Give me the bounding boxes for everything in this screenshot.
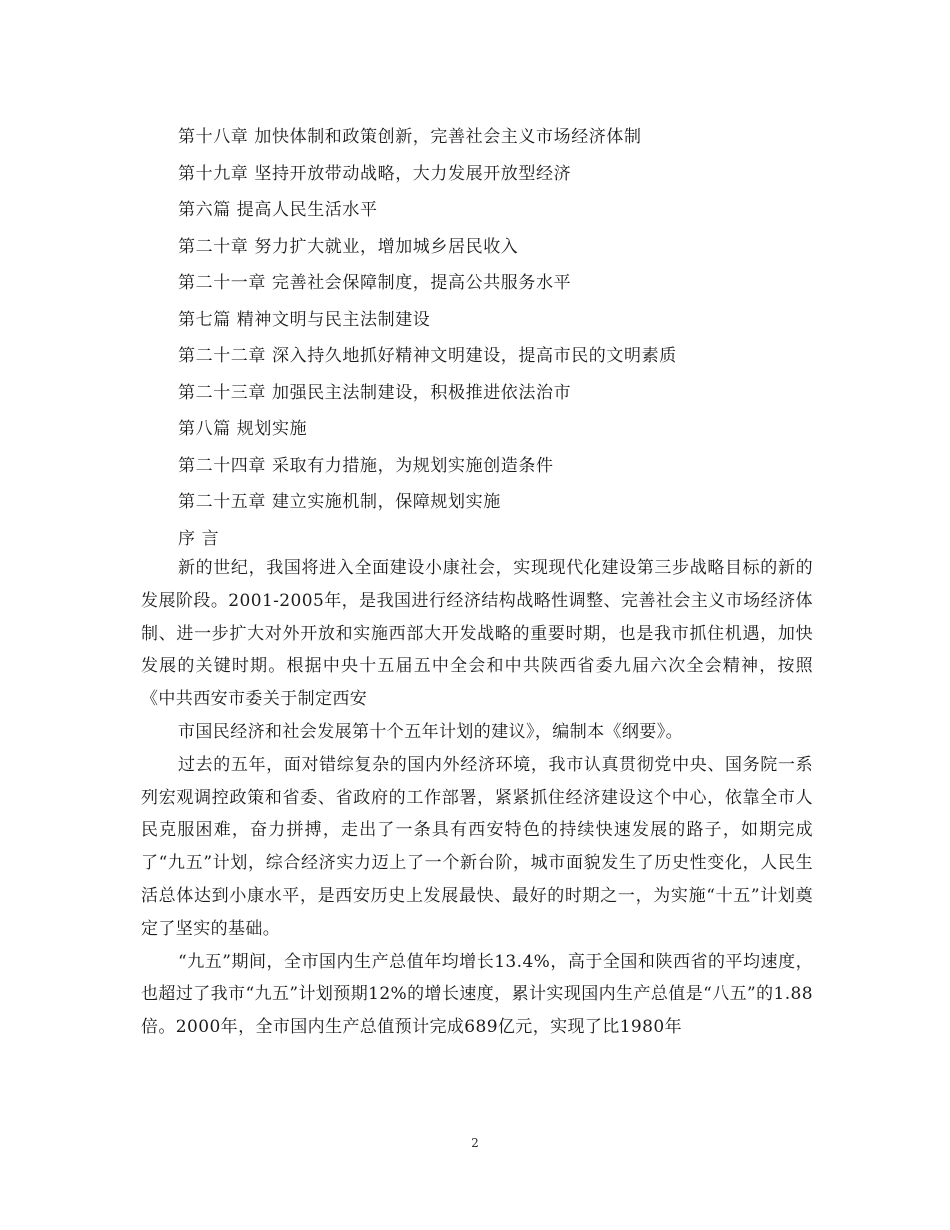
paragraph-ninth-five-year-plan: “九五”期间，全市国内生产总值年均增长13.4%，高于全国和陕西省的平均速度，也超过了我市“九五”计划预期12%的增长速度，累计实现国内生产总值是“八五”的1.88倍。2000年，全市国内生产总值预计完成689亿元，实现了比1980年	[141, 951, 813, 1038]
toc-entry-chapter-21: 第二十一章 完善社会保障制度，提高公共服务水平	[178, 273, 572, 293]
toc-entry-part-8: 第八篇 规划实施	[178, 419, 308, 439]
paragraph-intro-continued: 市国民经济和社会发展第十个五年计划的建议》，编制本《纲要》。	[178, 721, 683, 742]
paragraph-intro: 新的世纪，我国将进入全面建设小康社会，实现现代化建设第三步战略目标的新的发展阶段。2001-2005年，是我国进行经济结构战略性调整、完善社会主义市场经济体制、进一步扩大对外开放和实施西部大开发战略的重要时期，也是我市抓住机遇，加快发展的关键时期。根据中央十五届五中全会和中共陕西省委九届六次全会精神，按照《中共西安市委关于制定西安	[141, 558, 813, 710]
preface-heading: 序 言	[178, 528, 220, 549]
paragraph-past-five-years: 过去的五年，面对错综复杂的国内外经济环境，我市认真贯彻党中央、国务院一系列宏观调控政策和省委、省政府的工作部署，紧紧抓住经济建设这个中心，依靠全市人民克服困难，奋力拼搏，走出了一条具有西安特色的持续快速发展的路子，如期完成了“九五”计划，综合经济实力迈上了一个新台阶，城市面貌发生了历史性变化，人民生活总体达到小康水平，是西安历史上发展最快、最好的时期之一，为实施“十五”计划奠定了坚实的基础。	[141, 754, 813, 939]
toc-entry-chapter-23: 第二十三章 加强民主法制建设，积极推进依法治市	[178, 382, 572, 403]
toc-entry-part-7: 第七篇 精神文明与民主法制建设	[178, 309, 431, 330]
toc-entry-chapter-25: 第二十五章 建立实施机制，保障规划实施	[178, 492, 501, 512]
toc-entry-chapter-24: 第二十四章 采取有力措施，为规划实施创造条件	[178, 455, 554, 476]
table-of-contents	[178, 119, 818, 557]
page-number: 2	[471, 1136, 479, 1150]
toc-entry-chapter-18: 第十八章 加快体制和政策创新，完善社会主义市场经济体制	[178, 127, 642, 147]
toc-entry-chapter-19: 第十九章 坚持开放带动战略，大力发展开放型经济	[178, 163, 572, 184]
body-text	[141, 552, 813, 1044]
toc-entry-chapter-22: 第二十二章 深入持久地抓好精神文明建设，提高市民的文明素质	[178, 346, 677, 366]
toc-entry-part-6: 第六篇 提高人民生活水平	[178, 200, 378, 220]
toc-entry-chapter-20: 第二十章 努力扩大就业，增加城乡居民收入	[178, 236, 519, 257]
